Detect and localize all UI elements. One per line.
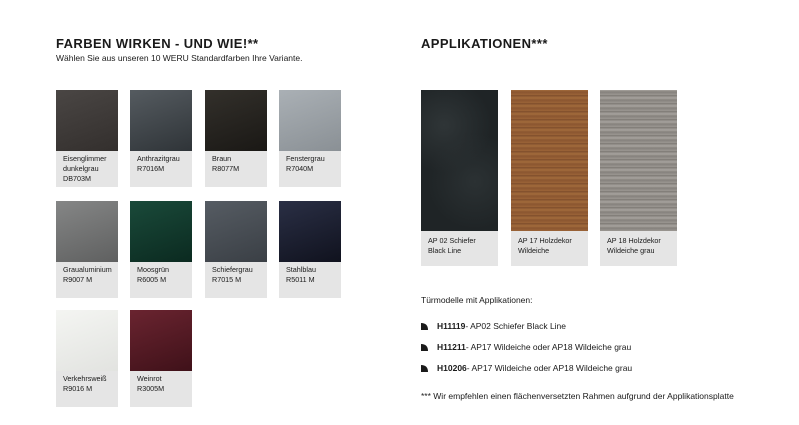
color-card[interactable] xyxy=(130,310,192,407)
color-card[interactable] xyxy=(205,90,267,187)
color-swatch xyxy=(279,201,341,262)
left-subtitle: Wählen Sie aus unseren 10 WERU Standardfarben Ihre Variante. xyxy=(56,53,303,63)
color-label: Stahlblau R5011 M xyxy=(286,265,316,284)
color-card[interactable] xyxy=(279,90,341,187)
application-swatch xyxy=(511,90,588,231)
color-card[interactable] xyxy=(279,201,341,298)
corner-bullet-icon xyxy=(421,343,429,351)
color-card[interactable] xyxy=(56,90,118,187)
model-item xyxy=(421,321,566,331)
model-text: - AP17 Wildeiche oder AP18 Wildeiche grau xyxy=(465,342,632,352)
model-code: H11211 xyxy=(437,342,466,352)
color-swatch xyxy=(130,90,192,151)
color-swatch xyxy=(130,310,192,371)
models-title: Türmodelle mit Applikationen: xyxy=(421,295,533,305)
application-label: AP 02 Schiefer Black Line xyxy=(428,236,476,255)
color-swatch xyxy=(56,310,118,371)
application-card[interactable] xyxy=(421,90,498,266)
color-card[interactable] xyxy=(130,90,192,187)
color-label: Schiefergrau R7015 M xyxy=(212,265,253,284)
corner-bullet-icon xyxy=(421,322,429,330)
application-label: AP 18 Holzdekor Wildeiche grau xyxy=(607,236,661,255)
color-swatch xyxy=(279,90,341,151)
color-card[interactable] xyxy=(56,310,118,407)
model-text: - AP17 Wildeiche oder AP18 Wildeiche grau xyxy=(466,363,633,373)
color-label: Eisenglimmer dunkelgrau DB703M xyxy=(63,154,107,183)
color-swatch xyxy=(205,90,267,151)
model-item xyxy=(421,342,631,352)
application-swatch xyxy=(421,90,498,231)
color-swatch xyxy=(205,201,267,262)
color-label: Verkehrsweiß R9016 M xyxy=(63,374,107,393)
color-swatch xyxy=(56,201,118,262)
application-card[interactable] xyxy=(600,90,677,266)
color-card[interactable] xyxy=(130,201,192,298)
color-label: Braun R8077M xyxy=(212,154,240,173)
model-item xyxy=(421,363,632,373)
color-swatch xyxy=(130,201,192,262)
application-label: AP 17 Holzdekor Wildeiche xyxy=(518,236,572,255)
color-label: Weinrot R3005M xyxy=(137,374,165,393)
color-card[interactable] xyxy=(56,201,118,298)
left-title: FARBEN WIRKEN - UND WIE!** xyxy=(56,36,259,51)
corner-bullet-icon xyxy=(421,364,429,372)
right-title: APPLIKATIONEN*** xyxy=(421,36,548,51)
color-swatch xyxy=(56,90,118,151)
footnote: *** Wir empfehlen einen flächenversetzten Rahmen aufgrund der Applikationsplatte xyxy=(421,391,734,401)
color-label: Moosgrün R6005 M xyxy=(137,265,169,284)
color-label: Anthrazitgrau R7016M xyxy=(137,154,180,173)
color-label: Fenstergrau R7040M xyxy=(286,154,325,173)
application-card[interactable] xyxy=(511,90,588,266)
color-card[interactable] xyxy=(205,201,267,298)
model-code: H11119 xyxy=(437,321,466,331)
color-label: Graualuminium R9007 M xyxy=(63,265,112,284)
application-swatch xyxy=(600,90,677,231)
model-text: - AP02 Schiefer Black Line xyxy=(465,321,567,331)
model-code: H10206 xyxy=(437,363,467,373)
